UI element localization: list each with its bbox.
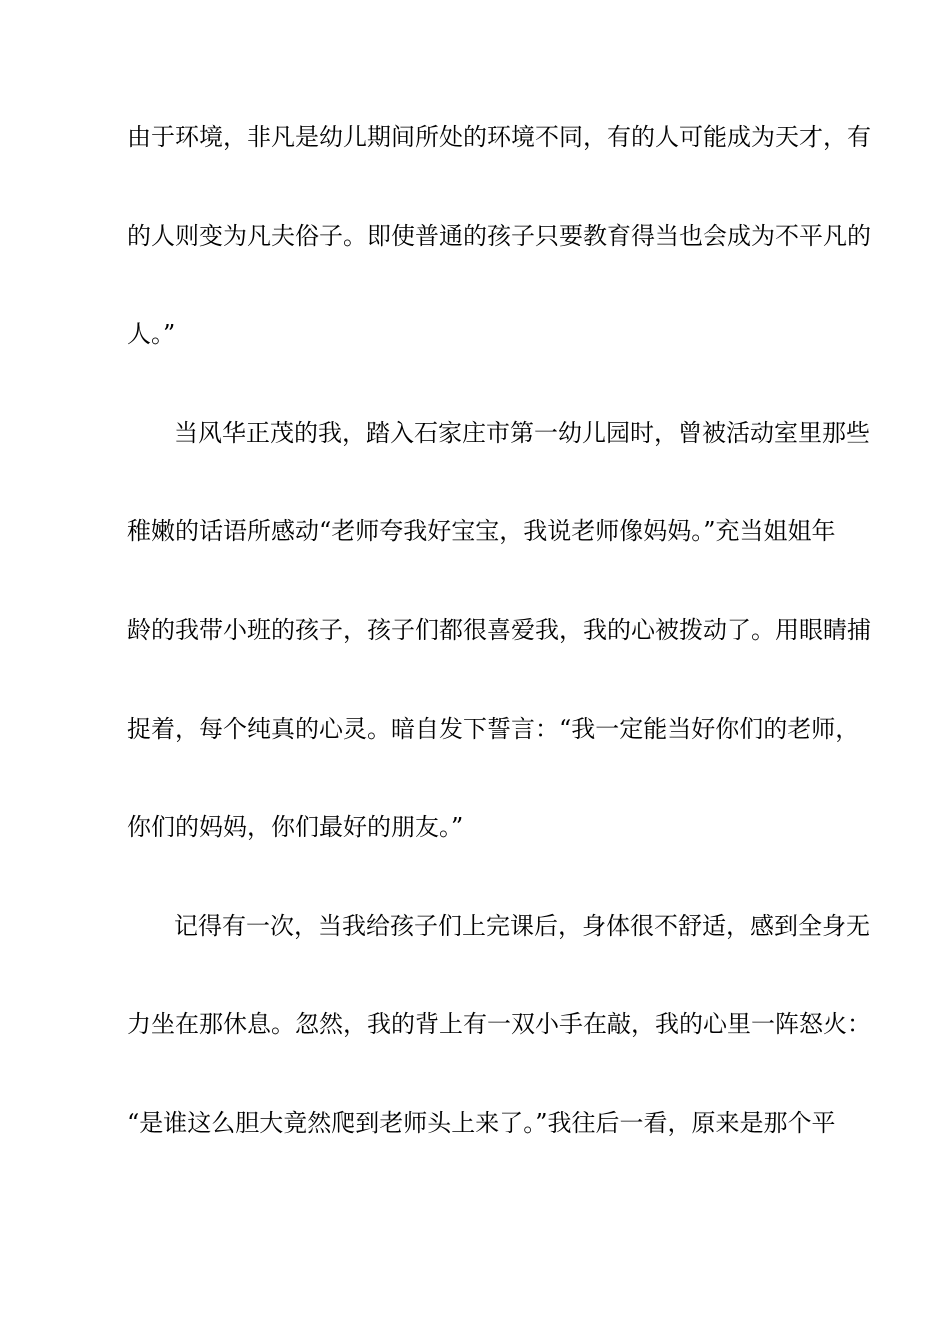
text-line: “是谁这么胆大竟然爬到老师头上来了。”我往后一看，原来是那个平	[127, 1108, 836, 1137]
text-line: 稚嫩的话语所感动“老师夸我好宝宝，我说老师像妈妈。”充当姐姐年	[127, 517, 836, 546]
paragraph-first-line: 记得有一次，当我给孩子们上完课后，身体很不舒适，感到全身无	[174, 911, 870, 940]
text-line: 人。”	[127, 320, 176, 349]
text-line: 你们的妈妈，你们最好的朋友。”	[127, 813, 464, 842]
text-line: 的人则变为凡夫俗子。即使普通的孩子只要教育得当也会成为不平凡的	[127, 221, 871, 250]
text-line: 力坐在那休息。忽然，我的背上有一双小手在敲，我的心里一阵怒火：	[127, 1010, 871, 1039]
body-text	[127, 112, 871, 1197]
text-line: 龄的我带小班的孩子，孩子们都很喜爱我，我的心被拨动了。用眼睛捕	[127, 615, 871, 644]
paragraph-first-line: 当风华正茂的我，踏入石家庄市第一幼儿园时，曾被活动室里那些	[174, 418, 870, 447]
text-line: 由于环境，非凡是幼儿期间所处的环境不同，有的人可能成为天才，有	[127, 123, 871, 151]
text-line: 捉着，每个纯真的心灵。暗自发下誓言：“我一定能当好你们的老师，	[127, 714, 860, 743]
